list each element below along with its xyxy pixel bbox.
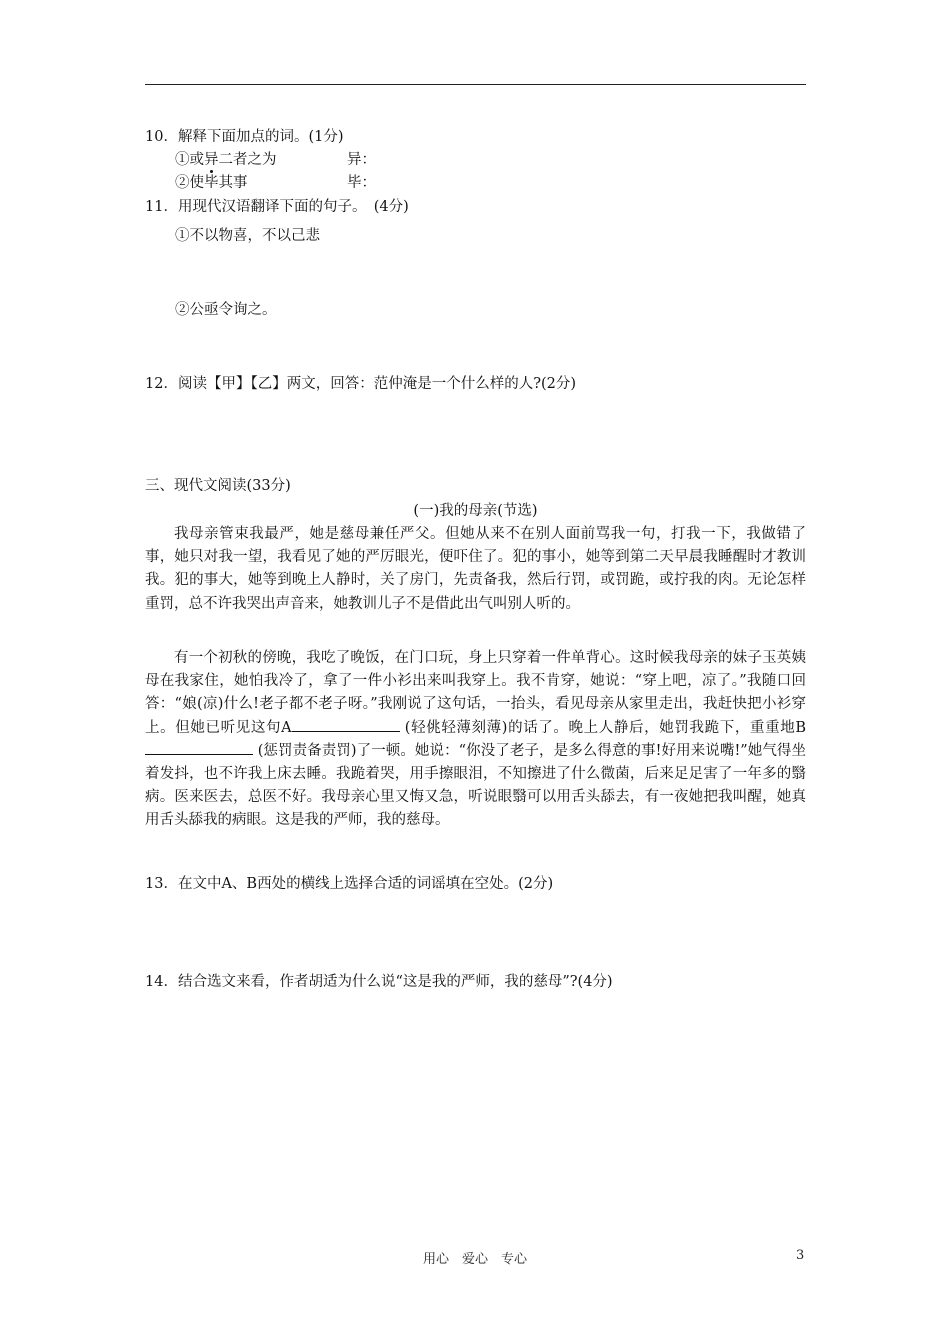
question-10-answer-2: 毕： <box>347 175 376 191</box>
question-10-answer-1: 异： <box>347 152 376 168</box>
question-11-item-1: ①不以物喜，不以己悲 <box>175 228 320 244</box>
question-10-item-1 <box>175 149 277 171</box>
header-rule <box>145 84 806 85</box>
passage-title: (一)我的母亲(节选) <box>413 503 538 519</box>
question-10-item-2 <box>175 172 248 194</box>
section-3-heading: 三、现代文阅读(33分) <box>145 478 291 494</box>
passage-paragraph-2 <box>145 647 806 833</box>
para2-part-a: 有一个初秋的傍晚，我吃了晚饭，在门口玩，身上只穿着一件单背心。这时候我母亲的妹子玉英姨母在我家住，她怕我冷了，拿了一件小衫出来叫我穿上。我不肯穿，她说：“穿上吧，凉了。”我随口回答：“娘(凉)什么!老子都不老子呀。”我刚说了这句话，一抬头，看见母亲从家里走出，我赶快把小衫穿上。但她已听见这句A <box>145 650 806 736</box>
question-11-item-2: ②公亟令询之。 <box>175 302 277 318</box>
question-13-stem: 13．在文中A、B西处的横线上选择合适的词谣填在空处。(2分) <box>145 876 554 892</box>
q10-item2-emph-text: 毕 <box>204 175 219 191</box>
question-14-stem: 14．结合选文来看，作者胡适为什么说“这是我的严师，我的慈母”?(4分) <box>145 974 613 990</box>
question-11-stem: 11．用现代汉语翻译下面的句子。 (4分) <box>145 199 409 215</box>
q10-item1-prefix: ①或 <box>175 152 204 168</box>
q10-item1-suffix: 二者之为 <box>218 152 277 168</box>
passage-paragraph-1: 我母亲管束我最严，她是慈母兼任严父。但她从来不在别人面前骂我一句，打我一下，我做错了事，她只对我一望，我看见了她的严厉眼光，便吓住了。犯的事小，她等到第二天早晨我睡醒时才教训我。犯的事大，她等到晚上人静时，关了房门，先责备我，然后行罚，或罚跪，或拧我的肉。无论怎样重罚，总不许我哭出声音来，她教训儿子不是借此出气叫别人听的。 <box>145 526 806 612</box>
page-footer: 用心 爱心 专心 <box>422 1252 527 1267</box>
question-10-stem: 10．解释下面加点的词。(1分) <box>145 129 344 145</box>
blank-b <box>145 740 253 755</box>
page-number: 3 <box>796 1248 805 1263</box>
q10-item1-emph-text: 异 <box>204 152 219 168</box>
blank-a <box>292 717 400 732</box>
q10-item2-suffix: 其事 <box>218 175 248 191</box>
q10-item1-emphasized-word <box>204 152 219 168</box>
q10-item2-prefix: ②使 <box>175 175 204 191</box>
para2-part-b: (轻佻轻薄刻薄)的话了。晚上人静后，她罚我跪下，重重地B <box>404 719 807 736</box>
question-12-stem: 12．阅读【甲】【乙】两文，回答：范仲淹是一个什么样的人?(2分) <box>145 376 577 392</box>
q10-item2-emphasized-word <box>204 175 219 191</box>
para2-part-c: (惩罚责备责罚)了一顿。她说：“你没了老子，是多么得意的事!好用来说嘴!”她气得坐着发抖，也不许我上床去睡。我跪着哭，用手擦眼泪，不知擦进了什么微菌，后来足足害了一年多的翳病。医来医去，总医不好。我母亲心里又悔又急，听说眼翳可以用舌头舔去，有一夜她把我叫醒，她真用舌头舔我的病眼。这是我的严师，我的慈母。 <box>145 742 806 829</box>
